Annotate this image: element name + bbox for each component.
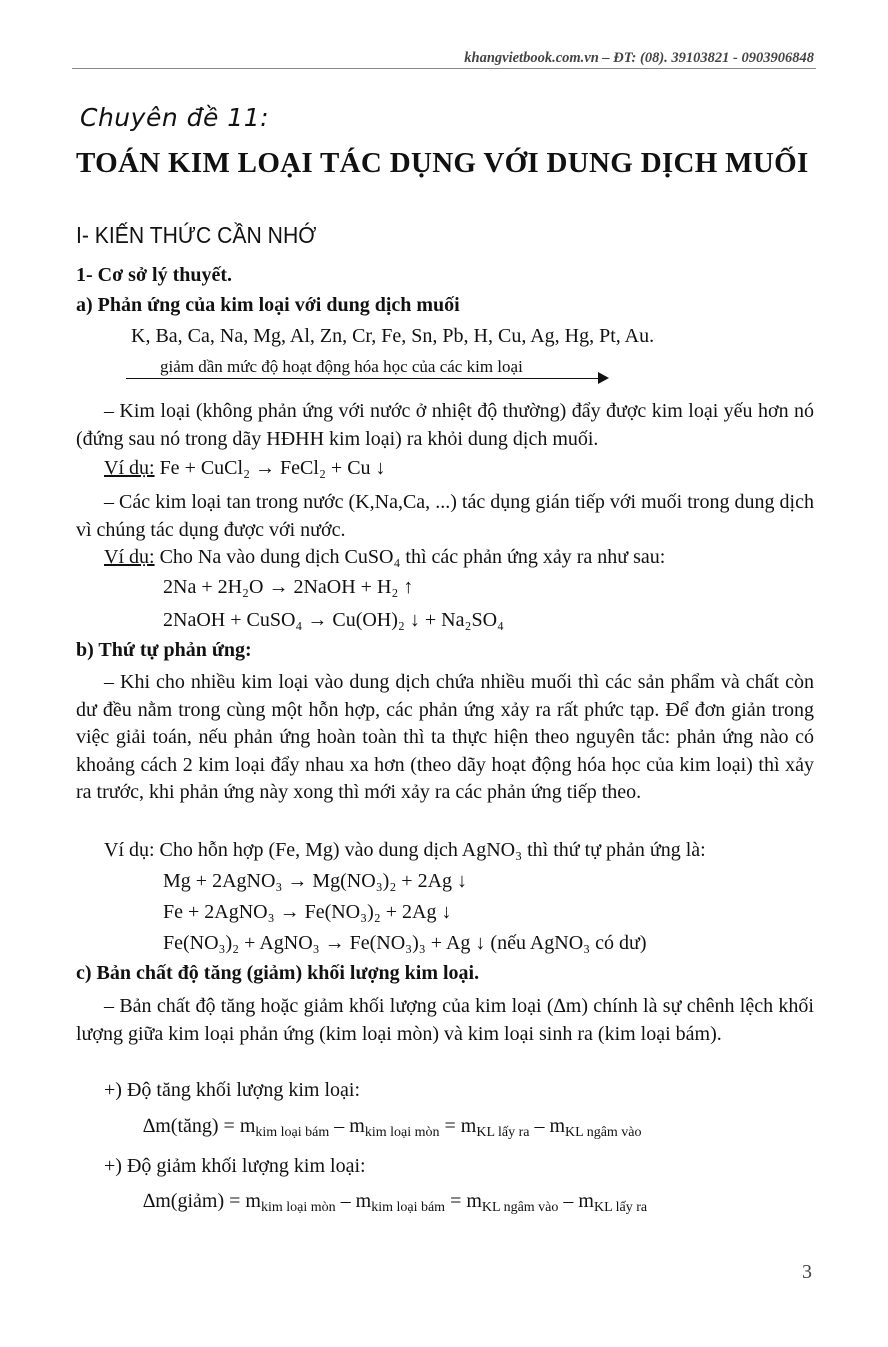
formula-subscript: kim loại bám [371,1200,446,1216]
section-title: I- KIẾN THỨC CẦN NHỚ [76,222,317,248]
equation-a2: 2NaOH + CuSO₄ → Cu(OH)₂ ↓ + Na₂SO₄ [163,609,504,631]
formula-subscript: KL lấy ra [593,1200,648,1216]
part-b-heading: b) Thứ tự phản ứng: [76,639,252,661]
formula-part: – m [558,1190,594,1212]
part-a-heading: a) Phản ứng của kim loại với dung dịch muối [76,294,460,316]
equation-b3: Fe(NO₃)₂ + AgNO₃ → Fe(NO₃)₃ + Ag ↓ (nếu AgNO₃ có dư) [163,932,647,954]
formula-part: – m [335,1190,372,1212]
part-c-heading: c) Bản chất độ tăng (giảm) khối lượng kim loại. [76,962,480,984]
equation-b2: Fe + 2AgNO₃ → Fe(NO₃)₂ + 2Ag ↓ [163,901,452,923]
example-1 [104,457,386,480]
paragraph-c: – Bản chất độ tăng hoặc giảm khối lượng của kim loại (∆m) chính là sự chênh lệch khối lượng giữa kim loại phản ứng (kim loại mòn) và kim loại sinh ra (kim loại bám). [76,995,814,1045]
paragraph-a1: – Kim loại (không phản ứng với nước ở nhiệt độ thường) đẩy được kim loại yếu hơn nó (đứng sau nó trong dãy HĐHH kim loại) ra khỏi dung dịch muối. [76,400,814,450]
formula-subscript: kim loại bám [255,1125,330,1141]
formula-subscript: kim loại mòn [364,1125,440,1141]
activity-series: K, Ba, Ca, Na, Mg, Al, Zn, Cr, Fe, Sn, Pb, H, Cu, Ag, Hg, Pt, Au. [131,325,655,347]
formula-part: – m [329,1115,365,1137]
formula-subscript: KL lấy ra [476,1125,530,1141]
page-title: TOÁN KIM LOẠI TÁC DỤNG VỚI DUNG DỊCH MUỐI [76,147,809,179]
equation-a1: 2Na + 2H₂O → 2NaOH + H₂ ↑ [163,576,414,598]
arrow-label: giảm dần mức độ hoạt động hóa học của các kim loại [160,357,523,376]
decrease-formula [143,1190,647,1216]
decrease-label: +) Độ giảm khối lượng kim loại: [104,1155,366,1177]
formula-subscript: KL ngâm vào [565,1125,642,1141]
paragraph-b: – Khi cho nhiều kim loại vào dung dịch chứa nhiều muối thì các sản phẩm và chất còn dư đều nằm trong cùng một hỗn hợp, các phản ứng xảy ra rất phức tạp. Để đơn giản trong việc giải toán, nếu phản ứng hoàn toàn thì ta thực hiện theo nguyên tắc: phản ứng nào có khoảng cách 2 kim loại đẩy nhau xa hơn (theo dãy hoạt động hóa học của kim loại) thì xảy ra trước, khi phản ứng này xong thì mới xảy ra các phản ứng tiếp theo. [76,671,814,803]
page-header: khangvietbook.com.vn – ĐT: (08). 39103821 - 0903906848 [464,50,814,66]
formula-part: = m [445,1190,482,1212]
example-label: Ví dụ: [104,457,155,479]
arrow-right-icon [598,372,609,384]
paragraph-a2: – Các kim loại tan trong nước (K,Na,Ca, ...) tác dụng gián tiếp với muối trong dung dịch vì chúng tác dụng được với nước. [76,491,814,541]
header-rule [72,68,816,69]
formula-subscript: kim loại mòn [260,1200,336,1216]
formula-part: ∆m(tăng) = m [143,1115,256,1137]
example-text: Cho Na vào dung dịch CuSO₄ thì các phản ứng xảy ra như sau: [159,546,666,568]
formula-part: ∆m(giảm) = m [143,1190,261,1212]
chapter-label: Chuyên đề 11: [80,103,270,132]
formula-part: = m [439,1115,477,1137]
page-number: 3 [802,1261,812,1283]
equation-b1: Mg + 2AgNO₃ → Mg(NO₃)₂ + 2Ag ↓ [163,870,468,892]
subsection-heading: 1- Cơ sở lý thuyết. [76,264,233,286]
increase-formula [143,1115,642,1141]
example-label: Ví dụ: [104,546,155,568]
example-2 [104,546,665,569]
formula-subscript: KL ngâm vào [481,1200,559,1216]
arrow-line [126,378,600,379]
example-equation: Fe + CuCl₂ → FeCl₂ + Cu ↓ [159,457,386,479]
example-b: Ví dụ: Cho hỗn hợp (Fe, Mg) vào dung dịch AgNO₃ thì thứ tự phản ứng là: [104,839,706,861]
increase-label: +) Độ tăng khối lượng kim loại: [104,1079,361,1101]
formula-part: – m [529,1115,566,1137]
